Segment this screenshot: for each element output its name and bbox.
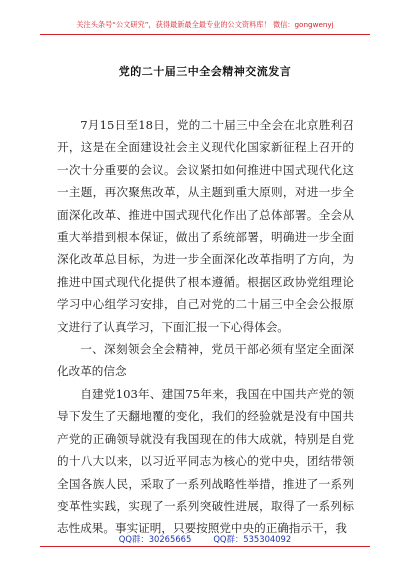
- footer-contact: [40, 533, 370, 545]
- paragraph-intro: 7月15日至18日，党的二十届三中全会在北京胜利召开，这是在全面建设社会主义现代化国家新征程上召开的一次十分重要的会议。会议紧扣如何推进中国式现代化这一主题，再次聚焦改革，从主题到重大原则，对进一步全面深化改革、推进中国式现代化作出了总体部署。全会从重大举措到根本保证，做出了系统部署，明确进一步全面深化改革总目标，为进一步全面深化改革指明了方向，为推进中国式现代化提供了根本遵循。根据区政协党组理论学习中心组学习安排，自己对党的二十届三中全会公报原文进行了认真学习，下面汇报一下心得体会。: [57, 118, 354, 334]
- header-banner: 关注头条号“公文研究”，获得最新最全最专业的公文资料库！ 微信：gongwenyj: [76, 20, 334, 29]
- paragraph-section-1: 自建党103年、建国75年来，我国在中国共产党的领导下发生了天翻地覆的变化，我们的经验就是没有中国共产党的正确领导就没有我国现在的伟大成就，特别是自党的十八大以来，以习近平同志为核心的党中央，团结带领全国各族人民，采取了一系列战略性举措，推进了一系列变革性实践，实现了一系列突破性进展，取得了一系列标志性成果。事实证明，只要按照党中央的正确指示干，我: [57, 386, 354, 536]
- footer-qq-group-1: QQ群：30265665: [118, 534, 192, 544]
- document-body: [57, 114, 354, 540]
- header-divider: [40, 34, 370, 35]
- footer-divider: [40, 546, 370, 547]
- section-heading-1: 一、深刻领会全会精神，党员干部必须有坚定全面深化改革的信念: [57, 342, 354, 379]
- footer-qq-group-2: QQ群：535304092: [213, 534, 292, 544]
- document-title: 党的二十届三中全会精神交流发言: [118, 65, 292, 78]
